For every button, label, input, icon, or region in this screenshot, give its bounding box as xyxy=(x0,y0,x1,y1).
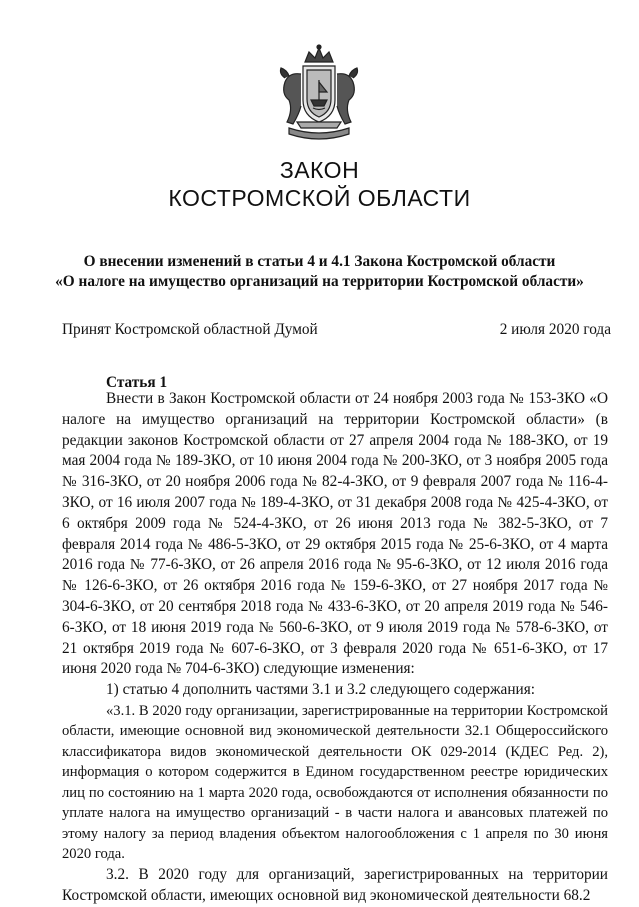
amendment-item-1: 1) статью 4 дополнить частями 3.1 и 3.2 следующего содержания: xyxy=(106,681,535,699)
part-3-1: «3.1. В 2020 году организации, зарегистрированные на территории Костромской области, имеющие основной вид экономической деятельности 32.1 Общероссийского классификатора видов экономической деятельности ОК 029-2014 (КДЕС Ред. 2), информация о котором содержится в Едином государственном реестре юридических лиц по состоянию на 1 марта 2020 года, освобождаются от исполнения обязанности по уплате налога на имущество организаций - в части налога и авансовых платежей по этому налогу за период владения объектом налогообложения с 1 апреля по 30 июня 2020 года. xyxy=(62,702,608,863)
law-subject-line1: О внесении изменений в статьи 4 и 4.1 Закона Костромской области xyxy=(83,253,556,270)
adoption-date: 2 июля 2020 года xyxy=(499,321,611,338)
law-region: КОСТРОМСКОЙ ОБЛАСТИ xyxy=(168,185,471,211)
article-body xyxy=(62,389,608,907)
article-intro: Внести в Закон Костромской области от 24 ноября 2003 года № 153-ЗКО «О налоге на имущество организаций на территории Костромской области» (в редакции законов Костромской области от 27 апреля 2004 года № 188-ЗКО, от 19 мая 2004 года № 189-ЗКО, от 10 июня 2004 года № 200-ЗКО, от 3 ноября 2005 года № 316-ЗКО, от 20 ноября 2006 года № 82-4-ЗКО, от 9 февраля 2007 года № 116-4-ЗКО, от 16 июля 2007 года № 189-4-ЗКО, от 31 декабря 2008 года № 425-4-ЗКО, от 6 октября 2009 года № 524-4-ЗКО, от 26 июня 2013 года № 382-5-ЗКО, от 7 февраля 2014 года № 486-5-ЗКО, от 29 октября 2015 года № 25-6-ЗКО, от 4 марта 2016 года № 77-6-ЗКО, от 26 апреля 2016 года № 95-6-ЗКО, от 12 июля 2016 года № 126-6-ЗКО, от 26 октября 2016 года № 159-6-ЗКО, от 27 ноября 2017 года № 304-6-ЗКО, от 20 сентября 2018 года № 433-6-ЗКО, от 20 апреля 2019 года № 546-6-ЗКО, от 18 июня 2019 года № 560-6-ЗКО, от 9 июля 2019 года № 578-6-ЗКО, от 21 октября 2019 года № 607-6-ЗКО, от 3 февраля 2020 года № 651-6-ЗКО, от 17 июня 2020 года № 704-6-ЗКО) следующие изменения: xyxy=(62,390,608,678)
law-subject-line2: «О налоге на имущество организаций на территории Костромской области» xyxy=(55,273,584,290)
adopted-by: Принят Костромской областной Думой xyxy=(62,321,318,338)
article-title: Статья 1 xyxy=(106,374,168,391)
kostroma-coat-of-arms-icon xyxy=(271,44,367,150)
part-3-2: 3.2. В 2020 году для организаций, зарегистрированных на территории Костромской области, имеющих основной вид экономической деятельности 68.2 xyxy=(62,865,608,904)
law-title: ЗАКОН xyxy=(279,157,360,183)
